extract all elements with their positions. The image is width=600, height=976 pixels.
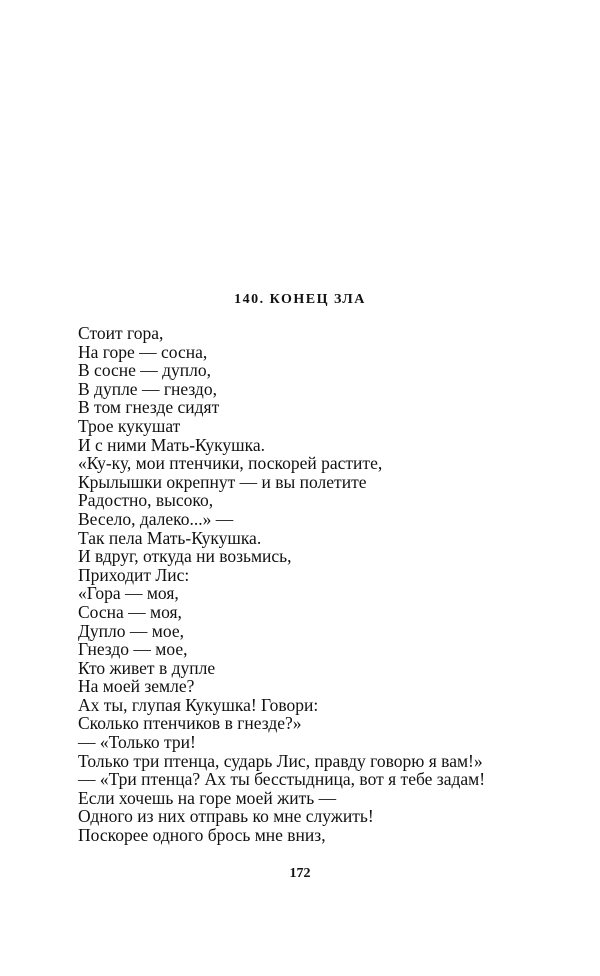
poem-line: Сколько птенчиков в гнезде?» xyxy=(78,713,302,734)
poem-line: Если хочешь на горе моей жить — xyxy=(78,787,337,808)
poem-line: — «Три птенца? Ах ты бесстыдница, вот я тебе задам! xyxy=(78,769,486,790)
poem-line: И вдруг, откуда ни возьмись, xyxy=(78,546,292,567)
poem-line: Ах ты, глупая Кукушка! Говори: xyxy=(78,694,319,715)
poem-line: Трое кукушат xyxy=(78,415,181,436)
poem-text xyxy=(78,324,578,845)
poem-line: Радостно, высоко, xyxy=(78,490,214,511)
poem-line: Приходит Лис: xyxy=(78,564,190,585)
poem-line: Весело, далеко...» — xyxy=(78,508,234,529)
poem-line: Одного из них отправь ко мне служить! xyxy=(78,806,374,827)
poem-line: Поскорее одного брось мне вниз, xyxy=(78,825,326,846)
poem-line: В дупле — гнездо, xyxy=(78,378,217,399)
poem-line: Гнездо — мое, xyxy=(78,639,188,660)
poem-line: На моей земле? xyxy=(78,676,195,697)
poem-line: — «Только три! xyxy=(78,732,196,753)
poem-title: 140. КОНЕЦ ЗЛА xyxy=(234,292,366,307)
poem-line: На горе — сосна, xyxy=(78,341,208,362)
poem-line: Сосна — моя, xyxy=(78,601,182,622)
poem-line: Крылышки окрепнут — и вы полетите xyxy=(78,471,367,492)
poem-line: «Гора — моя, xyxy=(78,583,179,604)
poem-line: В сосне — дупло, xyxy=(78,360,212,381)
poem-line: Кто живет в дупле xyxy=(78,657,216,678)
poem-line: Только три птенца, сударь Лис, правду говорю я вам!» xyxy=(78,750,483,771)
poem-line: Дупло — мое, xyxy=(78,620,184,641)
poem-line: Так пела Мать-Кукушка. xyxy=(78,527,262,548)
poem-line: Стоит гора, xyxy=(78,323,164,343)
poem-line: «Ку-ку, мои птенчики, поскорей растите, xyxy=(78,453,383,474)
poem-line: В том гнезде сидят xyxy=(78,397,220,418)
poem-line: И с ними Мать-Кукушка. xyxy=(78,434,265,455)
page-number: 172 xyxy=(289,866,311,881)
